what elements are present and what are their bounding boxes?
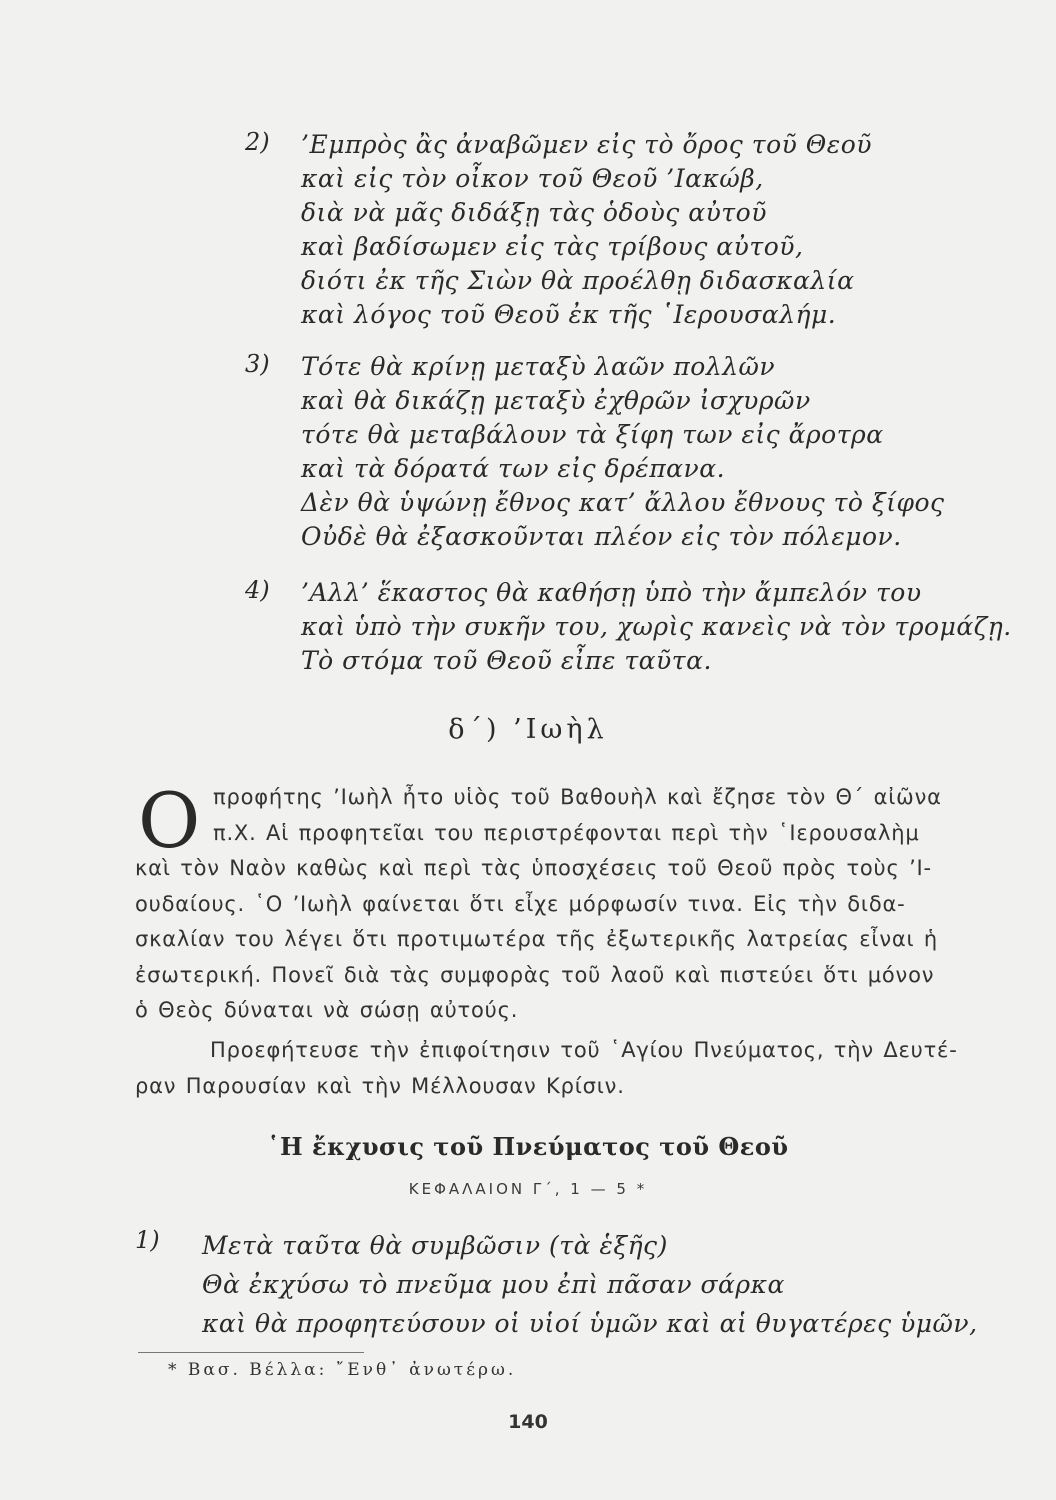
paragraph-line: σκαλίαν του λέγει ὅτι προτιμωτέρα τῆς ἐξωτερικῆς λατρείας εἶναι ἡ xyxy=(135,927,938,951)
page-number: 140 xyxy=(508,1411,548,1433)
verse-line: Τὸ στόμα τοῦ Θεοῦ εἶπε ταῦτα. xyxy=(301,646,712,675)
verse-number: 2) xyxy=(245,128,270,156)
verse-line: καὶ θὰ προφητεύσουν οἱ υἱοί ὑμῶν καὶ αἱ θυγατέρες ὑμῶν, xyxy=(202,1309,978,1338)
verse-line: καὶ εἰς τὸν οἶκον τοῦ Θεοῦ ’Ιακώβ, xyxy=(301,164,764,193)
section-heading: δ΄) ’Ιωὴλ xyxy=(448,714,608,745)
paragraph-line: Προεφήτευσε τὴν ἐπιφοίτησιν τοῦ ῾Αγίου Πνεύματος, τὴν Δευτέ- xyxy=(210,1038,958,1062)
verse-line: Τότε θὰ κρίνῃ μεταξὺ λαῶν πολλῶν xyxy=(301,352,776,381)
intro-paragraph xyxy=(135,776,985,1029)
second-paragraph xyxy=(135,1033,985,1104)
verse-line: τότε θὰ μεταβάλουν τὰ ξίφη των εἰς ἄροτρα xyxy=(301,420,884,449)
paragraph-line: προφήτης ’Ιωὴλ ἦτο υἱὸς τοῦ Βαθουὴλ καὶ ἔζησε τὸν Θ΄ αἰῶνα xyxy=(213,785,942,809)
verse-line: Δὲν θὰ ὑψώνῃ ἔθνος κατ’ ἄλλου ἔθνους τὸ ξίφος xyxy=(301,488,945,517)
verse-line: ’Αλλ’ ἕκαστος θὰ καθήσῃ ὑπὸ τὴν ἄμπελόν του xyxy=(301,578,922,607)
paragraph-line: π.Χ. Αἱ προφητεῖαι του περιστρέφονται περὶ τὴν ῾Ιερουσαλὴμ xyxy=(213,820,920,845)
verse-line: καὶ βαδίσωμεν εἰς τὰς τρίβους αὐτοῦ, xyxy=(301,232,804,261)
verse-line: Οὐδὲ θὰ ἐξασκοῦνται πλέον εἰς τὸν πόλεμον. xyxy=(301,522,902,551)
paragraph-line: ουδαίους. ῾Ο ’Ιωὴλ φαίνεται ὅτι εἶχε μόρφωσίν τινα. Εἰς τὴν διδα- xyxy=(135,891,906,916)
verse-number: 3) xyxy=(245,350,270,378)
verse-line: διότι ἐκ τῆς Σιὼν θὰ προέλθῃ διδασκαλία xyxy=(301,266,855,295)
verse-line: ’Εμπρὸς ἂς ἀναβῶμεν εἰς τὸ ὄρος τοῦ Θεοῦ xyxy=(301,130,872,159)
verse-line: καὶ τὰ δόρατά των εἰς δρέπανα. xyxy=(301,454,726,483)
verse-number: 4) xyxy=(245,576,270,604)
footnote: * Βασ. Βέλλα: ῎Ενθ᾽ ἀνωτέρω. xyxy=(168,1360,517,1380)
verse-line: Θὰ ἐκχύσω τὸ πνεῦμα μου ἐπὶ πᾶσαν σάρκα xyxy=(202,1270,785,1299)
paragraph-line: ραν Παρουσίαν καὶ τὴν Μέλλουσαν Κρίσιν. xyxy=(135,1073,625,1098)
verse-line: καὶ ὑπὸ τὴν συκῆν του, χωρὶς κανεὶς νὰ τὸν τρομάζῃ. xyxy=(301,612,1012,641)
paragraph-line: ὁ Θεὸς δύναται νὰ σώσῃ αὐτούς. xyxy=(135,998,519,1022)
verse-line: καὶ λόγος τοῦ Θεοῦ ἐκ τῆς ῾Ιερουσαλήμ. xyxy=(301,300,837,329)
footnote-divider xyxy=(138,1352,364,1353)
verse-line: καὶ θὰ δικάζῃ μεταξὺ ἐχθρῶν ἰσχυρῶν xyxy=(301,386,811,415)
paragraph-line: ἐσωτερική. Πονεῖ διὰ τὰς συμφορὰς τοῦ λαοῦ καὶ πιστεύει ὅτι μόνον xyxy=(135,962,935,987)
verse-line: διὰ νὰ μᾶς διδάξῃ τὰς ὁδοὺς αὐτοῦ xyxy=(301,198,767,227)
paragraph-line: καὶ τὸν Ναὸν καθὼς καὶ περὶ τὰς ὑποσχέσεις τοῦ Θεοῦ πρὸς τοὺς ’Ι- xyxy=(135,856,932,880)
subtitle: ῾Η ἔκχυσις τοῦ Πνεύματος τοῦ Θεοῦ xyxy=(267,1132,789,1161)
chapter-reference: ΚΕΦΑΛΑΙΟΝ Γ΄, 1 — 5 * xyxy=(408,1180,648,1198)
drop-cap: Ο xyxy=(138,776,201,865)
verse-line: Μετὰ ταῦτα θὰ συμβῶσιν (τὰ ἑξῆς) xyxy=(202,1231,668,1260)
verse-number: 1) xyxy=(135,1226,160,1254)
